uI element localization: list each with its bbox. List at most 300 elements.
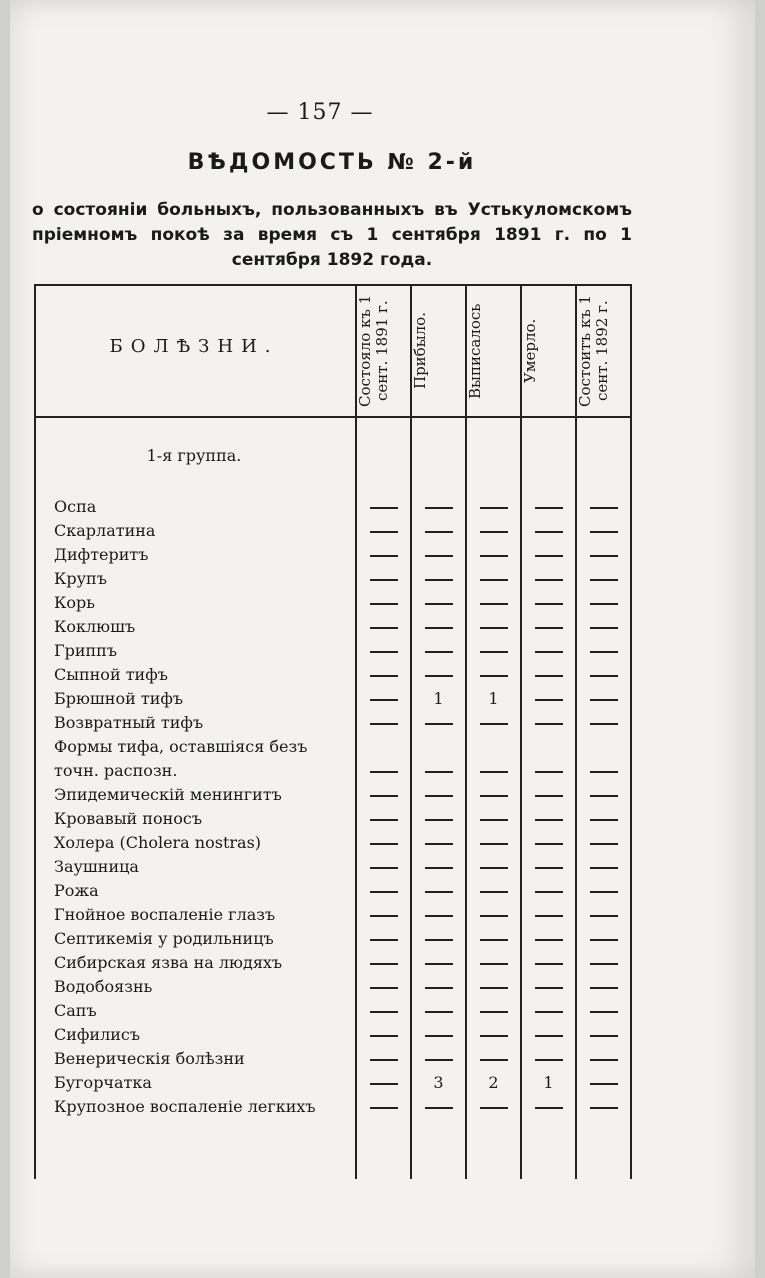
disease-name: Сифилисъ xyxy=(54,1025,141,1044)
table-cell xyxy=(576,568,631,590)
table-cell xyxy=(356,640,411,662)
table-cell xyxy=(411,616,466,638)
disease-name: Венерическія болѣзни xyxy=(54,1049,245,1068)
dash-mark xyxy=(370,939,398,941)
dash-mark xyxy=(535,795,563,797)
dash-mark xyxy=(480,555,508,557)
table-cell xyxy=(466,1024,521,1046)
table-cell xyxy=(466,976,521,998)
table-cell xyxy=(411,496,466,518)
disease-name: Возвратный тифъ xyxy=(54,713,204,732)
table-cell xyxy=(411,976,466,998)
dash-mark xyxy=(425,819,453,821)
dash-mark xyxy=(590,987,618,989)
dash-mark xyxy=(535,699,563,701)
table-cell xyxy=(576,808,631,830)
disease-name: Корь xyxy=(54,593,95,612)
table-row xyxy=(34,832,632,854)
dash-mark xyxy=(480,843,508,845)
table-cell xyxy=(356,544,411,566)
table-cell xyxy=(411,808,466,830)
table-cell xyxy=(576,520,631,542)
table-row xyxy=(34,520,632,542)
table-cell xyxy=(521,616,576,638)
table-cell xyxy=(356,856,411,878)
table-cell xyxy=(411,856,466,878)
dash-mark xyxy=(590,531,618,533)
table-cell xyxy=(356,880,411,902)
dash-mark xyxy=(480,1011,508,1013)
table-row xyxy=(34,808,632,830)
dash-mark xyxy=(535,651,563,653)
dash-mark xyxy=(370,603,398,605)
table-cell xyxy=(466,1048,521,1070)
table-cell xyxy=(356,808,411,830)
table-cell xyxy=(521,688,576,710)
table-cell xyxy=(411,784,466,806)
dash-mark xyxy=(370,627,398,629)
table-cell xyxy=(466,760,521,782)
document-page xyxy=(10,0,755,1278)
disease-name: Оспа xyxy=(54,497,97,516)
dash-mark xyxy=(535,867,563,869)
dash-mark xyxy=(535,723,563,725)
dash-mark xyxy=(370,555,398,557)
dash-mark xyxy=(370,795,398,797)
table-cell xyxy=(411,568,466,590)
dash-mark xyxy=(480,675,508,677)
dash-mark xyxy=(480,603,508,605)
dash-mark xyxy=(590,843,618,845)
disease-name: Скарлатина xyxy=(54,521,156,540)
table-cell xyxy=(411,1024,466,1046)
table-row xyxy=(34,976,632,998)
table-cell xyxy=(356,1048,411,1070)
dash-mark xyxy=(590,795,618,797)
table-cell: 1 xyxy=(433,689,444,708)
disease-name: Водобоязнь xyxy=(54,977,153,996)
table-row xyxy=(34,928,632,950)
dash-mark xyxy=(590,771,618,773)
table-cell xyxy=(411,1048,466,1070)
dash-mark xyxy=(590,915,618,917)
table-cell xyxy=(466,1096,521,1118)
table-cell xyxy=(521,568,576,590)
dash-mark xyxy=(590,1011,618,1013)
dash-mark xyxy=(425,1107,453,1109)
dash-mark xyxy=(370,579,398,581)
table-cell xyxy=(576,784,631,806)
table-cell xyxy=(356,1000,411,1022)
page-title: ВѢДОМОСТЬ № 2-й xyxy=(187,150,477,175)
dash-mark xyxy=(535,627,563,629)
disease-name: Сибирская язва на людяхъ xyxy=(54,953,283,972)
dash-mark xyxy=(370,1035,398,1037)
dash-mark xyxy=(425,579,453,581)
table-cell xyxy=(356,712,411,734)
table-cell xyxy=(576,640,631,662)
dash-mark xyxy=(370,987,398,989)
table-row xyxy=(34,1072,632,1094)
dash-mark xyxy=(480,1059,508,1061)
table-cell xyxy=(521,808,576,830)
table-cell xyxy=(356,784,411,806)
page-number: — 157 — xyxy=(266,100,374,125)
table-cell xyxy=(576,856,631,878)
dash-mark xyxy=(480,891,508,893)
dash-mark xyxy=(480,723,508,725)
dash-mark xyxy=(535,555,563,557)
table-row xyxy=(34,1096,632,1118)
column-header-discharged: Выписалось xyxy=(466,303,484,399)
dash-mark xyxy=(590,579,618,581)
table-cell xyxy=(466,1000,521,1022)
dash-mark xyxy=(370,963,398,965)
column-header-start: Состояло къ 1 сент. 1891 г. xyxy=(356,294,391,408)
table-cell xyxy=(521,1048,576,1070)
table-cell xyxy=(356,760,411,782)
table-row xyxy=(34,592,632,614)
table-cell xyxy=(356,1024,411,1046)
table-cell xyxy=(521,832,576,854)
dash-mark xyxy=(590,675,618,677)
table-cell xyxy=(576,760,631,782)
dash-mark xyxy=(535,507,563,509)
diseases-column-header: БОЛѢЗНИ. xyxy=(109,336,279,357)
table-cell xyxy=(576,688,631,710)
table-cell xyxy=(466,832,521,854)
dash-mark xyxy=(370,723,398,725)
table-cell xyxy=(466,952,521,974)
column-header-end: Состоитъ къ 1 сент. 1892 г. xyxy=(576,294,611,408)
dash-mark xyxy=(535,987,563,989)
disease-name: Кровавый поносъ xyxy=(54,809,203,828)
dash-mark xyxy=(480,579,508,581)
table-cell xyxy=(411,928,466,950)
dash-mark xyxy=(535,963,563,965)
dash-mark xyxy=(425,1059,453,1061)
dash-mark xyxy=(425,723,453,725)
table-cell xyxy=(411,760,466,782)
dash-mark xyxy=(370,819,398,821)
dash-mark xyxy=(535,531,563,533)
dash-mark xyxy=(425,675,453,677)
dash-mark xyxy=(425,651,453,653)
dash-mark xyxy=(425,891,453,893)
disease-name: Сапъ xyxy=(54,1001,97,1020)
table-row xyxy=(34,664,632,686)
dash-mark xyxy=(535,891,563,893)
table-cell xyxy=(521,520,576,542)
dash-mark xyxy=(370,651,398,653)
table-cell xyxy=(576,1000,631,1022)
disease-name: точн. распозн. xyxy=(54,761,178,780)
table-cell xyxy=(521,592,576,614)
dash-mark xyxy=(370,915,398,917)
dash-mark xyxy=(590,699,618,701)
table-cell: 2 xyxy=(488,1073,499,1092)
table-cell xyxy=(411,640,466,662)
table-cell xyxy=(576,952,631,974)
table-row xyxy=(34,784,632,806)
table-cell xyxy=(466,544,521,566)
table-cell xyxy=(576,592,631,614)
dash-mark xyxy=(425,531,453,533)
table-cell xyxy=(521,1000,576,1022)
dash-mark xyxy=(480,1035,508,1037)
table-cell xyxy=(411,1096,466,1118)
table-row xyxy=(34,640,632,662)
dash-mark xyxy=(425,1011,453,1013)
table-cell xyxy=(521,976,576,998)
table-cell xyxy=(356,976,411,998)
table-cell xyxy=(356,904,411,926)
table-cell xyxy=(411,712,466,734)
table-row xyxy=(34,688,632,710)
dash-mark xyxy=(590,723,618,725)
table-row xyxy=(34,760,632,782)
table-cell xyxy=(356,568,411,590)
table-cell xyxy=(356,664,411,686)
disease-name: Заушница xyxy=(54,857,139,876)
dash-mark xyxy=(425,603,453,605)
table-cell xyxy=(576,1024,631,1046)
table-cell xyxy=(576,544,631,566)
dash-mark xyxy=(425,843,453,845)
table-cell xyxy=(576,976,631,998)
table-cell xyxy=(466,808,521,830)
table-row xyxy=(34,1000,632,1022)
table-cell xyxy=(576,616,631,638)
table-cell xyxy=(521,496,576,518)
table-cell xyxy=(466,592,521,614)
disease-name: Гриппъ xyxy=(54,641,118,660)
dash-mark xyxy=(590,867,618,869)
dash-mark xyxy=(480,939,508,941)
dash-mark xyxy=(370,1107,398,1109)
dash-mark xyxy=(425,555,453,557)
dash-mark xyxy=(480,987,508,989)
table-cell xyxy=(466,784,521,806)
disease-name: Гнойное воспаленіе глазъ xyxy=(54,905,276,924)
table-cell xyxy=(356,592,411,614)
dash-mark xyxy=(480,963,508,965)
dash-mark xyxy=(370,531,398,533)
table-cell xyxy=(356,616,411,638)
dash-mark xyxy=(425,867,453,869)
dash-mark xyxy=(590,603,618,605)
table-cell xyxy=(411,904,466,926)
dash-mark xyxy=(425,771,453,773)
dash-mark xyxy=(590,507,618,509)
disease-name: Коклюшъ xyxy=(54,617,136,636)
dash-mark xyxy=(480,627,508,629)
column-header-died: Умерло. xyxy=(521,318,539,384)
table-cell xyxy=(356,520,411,542)
dash-mark xyxy=(590,1035,618,1037)
dash-mark xyxy=(425,915,453,917)
dash-mark xyxy=(480,915,508,917)
dash-mark xyxy=(370,699,398,701)
dash-mark xyxy=(535,1107,563,1109)
table-cell xyxy=(466,616,521,638)
dash-mark xyxy=(425,795,453,797)
table-cell xyxy=(576,928,631,950)
disease-name: Рожа xyxy=(54,881,99,900)
dash-mark xyxy=(535,603,563,605)
disease-name: Септикемія у родильницъ xyxy=(54,929,274,948)
table-cell xyxy=(466,496,521,518)
table-row xyxy=(34,856,632,878)
dash-mark xyxy=(370,771,398,773)
column-header-arrived: Прибыло. xyxy=(411,312,429,390)
table-cell xyxy=(521,856,576,878)
dash-mark xyxy=(425,507,453,509)
table-cell xyxy=(521,880,576,902)
dash-mark xyxy=(425,963,453,965)
dash-mark xyxy=(480,867,508,869)
table-row xyxy=(34,736,632,758)
dash-mark xyxy=(590,963,618,965)
table-cell xyxy=(521,904,576,926)
table-cell xyxy=(521,952,576,974)
table-cell xyxy=(411,952,466,974)
table-row xyxy=(34,1048,632,1070)
table-row xyxy=(34,544,632,566)
table-cell: 3 xyxy=(433,1073,444,1092)
table-cell xyxy=(356,496,411,518)
table-cell xyxy=(356,952,411,974)
dash-mark xyxy=(425,939,453,941)
dash-mark xyxy=(535,819,563,821)
table-cell xyxy=(521,664,576,686)
table-cell xyxy=(466,904,521,926)
table-cell xyxy=(356,832,411,854)
disease-name: Эпидемическій менингитъ xyxy=(54,785,282,804)
table-cell xyxy=(521,1024,576,1046)
table-cell xyxy=(576,1096,631,1118)
table-cell xyxy=(576,1048,631,1070)
dash-mark xyxy=(480,531,508,533)
disease-name: Сыпной тифъ xyxy=(54,665,168,684)
table-cell xyxy=(411,664,466,686)
table-cell xyxy=(521,544,576,566)
table-cell xyxy=(411,520,466,542)
dash-mark xyxy=(590,627,618,629)
table-row xyxy=(34,880,632,902)
table-row xyxy=(34,1024,632,1046)
table-cell xyxy=(576,832,631,854)
table-row xyxy=(34,568,632,590)
dash-mark xyxy=(425,987,453,989)
table-cell: 1 xyxy=(543,1073,554,1092)
dash-mark xyxy=(370,891,398,893)
table-cell xyxy=(521,784,576,806)
disease-name: Бугорчатка xyxy=(54,1073,152,1092)
dash-mark xyxy=(425,627,453,629)
table-cell xyxy=(356,688,411,710)
dash-mark xyxy=(370,1083,398,1085)
table-cell xyxy=(576,880,631,902)
table-cell xyxy=(466,856,521,878)
disease-name: Дифтеритъ xyxy=(54,545,149,564)
table-top-rule xyxy=(34,284,632,286)
table-cell xyxy=(576,712,631,734)
table-cell xyxy=(466,568,521,590)
dash-mark xyxy=(535,939,563,941)
table-row xyxy=(34,496,632,518)
table-row xyxy=(34,616,632,638)
dash-mark xyxy=(590,819,618,821)
table-cell xyxy=(411,1000,466,1022)
dash-mark xyxy=(535,1035,563,1037)
group-title: 1-я группа. xyxy=(146,446,242,465)
table-cell xyxy=(466,520,521,542)
dash-mark xyxy=(590,939,618,941)
dash-mark xyxy=(370,843,398,845)
dash-mark xyxy=(480,771,508,773)
disease-name: Холера (Cholera nostras) xyxy=(54,833,262,852)
page-subtitle: о состояніи больныхъ, пользованныхъ въ Устькуломскомъ пріемномъ покоѣ за время съ 1 сентября 1891 г. по 1 сентября 1892 года. xyxy=(32,200,632,270)
dash-mark xyxy=(480,651,508,653)
table-cell xyxy=(521,928,576,950)
table-row xyxy=(34,904,632,926)
dash-mark xyxy=(425,1035,453,1037)
table-cell xyxy=(576,496,631,518)
table-cell xyxy=(521,712,576,734)
table-cell xyxy=(466,640,521,662)
dash-mark xyxy=(535,843,563,845)
table-cell xyxy=(356,1096,411,1118)
table-cell xyxy=(411,592,466,614)
dash-mark xyxy=(480,1107,508,1109)
dash-mark xyxy=(370,867,398,869)
table-row xyxy=(34,712,632,734)
table-cell xyxy=(356,928,411,950)
table-cell xyxy=(411,544,466,566)
table-cell xyxy=(576,1072,631,1094)
dash-mark xyxy=(370,1059,398,1061)
dash-mark xyxy=(535,579,563,581)
dash-mark xyxy=(370,1011,398,1013)
table-cell xyxy=(521,760,576,782)
table-cell xyxy=(411,832,466,854)
dash-mark xyxy=(480,819,508,821)
table-cell xyxy=(521,640,576,662)
table-cell xyxy=(466,928,521,950)
dash-mark xyxy=(590,891,618,893)
table-cell xyxy=(576,664,631,686)
table-header-rule xyxy=(34,416,632,418)
table-cell xyxy=(466,880,521,902)
table-cell xyxy=(411,880,466,902)
dash-mark xyxy=(535,915,563,917)
dash-mark xyxy=(590,555,618,557)
dash-mark xyxy=(370,507,398,509)
dash-mark xyxy=(535,1059,563,1061)
disease-name: Крупозное воспаленіе легкихъ xyxy=(54,1097,316,1116)
dash-mark xyxy=(590,1107,618,1109)
disease-name: Формы тифа, оставшіяся безъ xyxy=(54,737,308,756)
dash-mark xyxy=(535,675,563,677)
dash-mark xyxy=(370,675,398,677)
dash-mark xyxy=(590,1083,618,1085)
table-cell xyxy=(466,664,521,686)
dash-mark xyxy=(480,507,508,509)
table-cell xyxy=(521,1096,576,1118)
dash-mark xyxy=(590,651,618,653)
dash-mark xyxy=(535,771,563,773)
